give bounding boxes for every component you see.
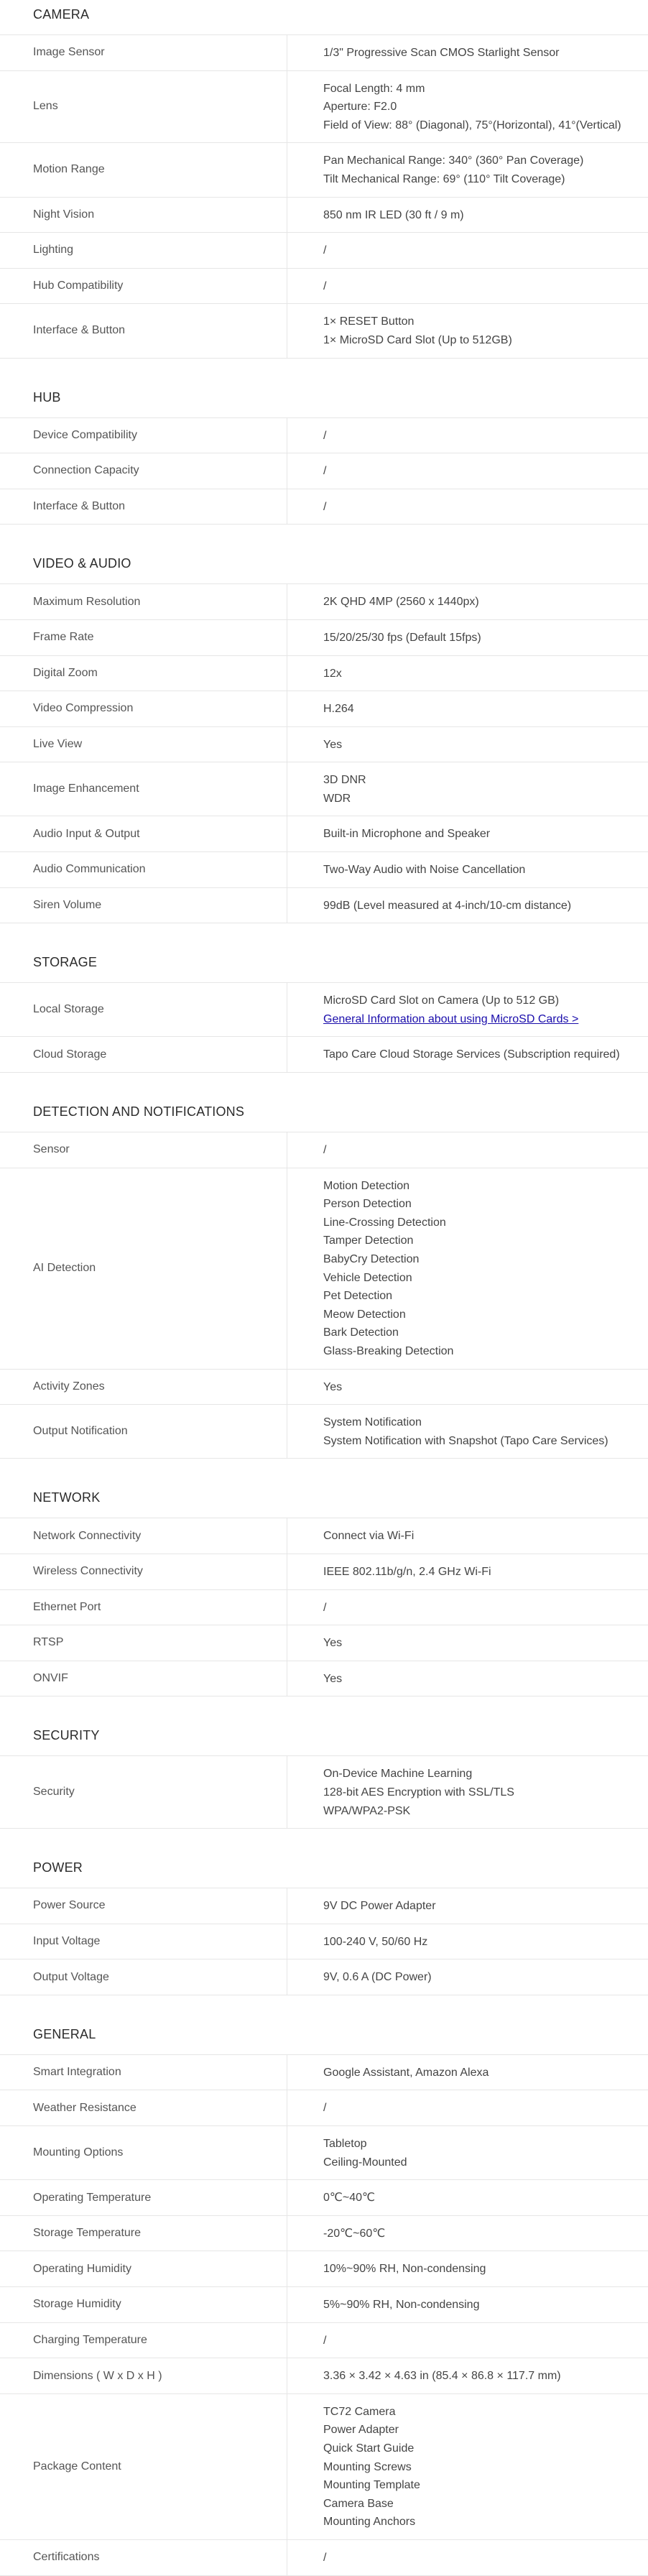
spec-row-lens [0,71,648,144]
spec-section-general [0,2020,648,2576]
spec-value [287,584,648,619]
spec-row-night-vision [0,198,648,234]
spec-value [287,304,648,357]
spec-label: Audio Communication [0,852,287,887]
spec-value-line: 12x [323,667,342,680]
spec-value [287,620,648,655]
section-title: DETECTION AND NOTIFICATIONS [33,1104,245,1120]
spec-value-line: Pet Detection [323,1290,393,1303]
spec-row-security [0,1756,648,1829]
spec-value [287,2090,648,2125]
spec-table [0,1888,648,1995]
spec-row-image-enhancement [0,762,648,816]
spec-value-line: Google Assistant, Amazon Alexa [323,2066,489,2079]
spec-label: Operating Humidity [0,2251,287,2286]
spec-row-interface-and-button [0,304,648,358]
spec-value-line: Tabletop [323,2138,367,2151]
spec-value-line: / [323,500,327,513]
spec-row-smart-integration [0,2055,648,2091]
spec-section-power [0,1853,648,1995]
spec-value [287,691,648,726]
spec-value-line: / [323,2551,327,2564]
spec-row-connection-capacity [0,453,648,489]
spec-value-line: 3D DNR [323,774,366,787]
spec-row-storage-temperature [0,2216,648,2252]
spec-row-package-content [0,2394,648,2540]
spec-value [287,2358,648,2393]
spec-table [0,1132,648,1459]
spec-label: Frame Rate [0,620,287,655]
spec-value [287,2180,648,2215]
spec-value-line: Pan Mechanical Range: 340° (360° Pan Coverage) [323,154,584,167]
spec-value [287,1132,648,1168]
spec-value-line: Mounting Template [323,2479,420,2492]
spec-value [287,983,648,1036]
spec-value-line: System Notification [323,1416,422,1429]
spec-label: Dimensions ( W x D x H ) [0,2358,287,2393]
spec-value-line: H.264 [323,703,354,716]
spec-row-local-storage [0,983,648,1037]
spec-label: Interface & Button [0,489,287,525]
spec-value-line: Person Detection [323,1198,412,1211]
spec-value-line: Built-in Microphone and Speaker [323,828,491,841]
spec-table [0,583,648,923]
spec-label: Smart Integration [0,2055,287,2090]
section-title: POWER [33,1860,83,1875]
spec-value-line: Glass-Breaking Detection [323,1344,454,1357]
spec-label: Video Compression [0,691,287,726]
spec-table [0,1518,648,1696]
section-title: CAMERA [33,7,90,22]
spec-row-ai-detection [0,1168,648,1370]
spec-row-siren-volume [0,888,648,924]
spec-row-cloud-storage [0,1037,648,1073]
spec-value-line: / [323,2102,327,2115]
spec-value [287,2540,648,2575]
spec-row-dimensions-w-x-d-x-h [0,2358,648,2394]
spec-value [287,2394,648,2539]
spec-value [287,418,648,453]
spec-value-line: Mounting Anchors [323,2516,416,2529]
spec-row-operating-temperature [0,2180,648,2216]
spec-value-line: Focal Length: 4 mm [323,82,425,95]
spec-value-line: 10%~90% RH, Non-condensing [323,2263,486,2276]
spec-value-line: / [323,465,327,478]
spec-value-line: Tapo Care Cloud Storage Services (Subscription required) [323,1048,620,1061]
spec-section-hub [0,383,648,525]
spec-section-video-and-audio [0,549,648,923]
spec-value-line: Quick Start Guide [323,2442,415,2455]
spec-value-line: BabyCry Detection [323,1253,420,1265]
spec-row-output-notification [0,1405,648,1459]
spec-value [287,1037,648,1072]
spec-value [287,143,648,196]
spec-section-network [0,1483,648,1696]
section-title: VIDEO & AUDIO [33,556,131,571]
spec-label: Lighting [0,233,287,268]
spec-value-line: WPA/WPA2-PSK [323,1804,411,1817]
spec-value-line: On-Device Machine Learning [323,1768,473,1781]
spec-value [287,35,648,70]
spec-label: Hub Compatibility [0,269,287,304]
spec-label: Device Compatibility [0,418,287,453]
spec-value-line: TC72 Camera [323,2405,396,2418]
spec-row-image-sensor [0,35,648,71]
spec-table [0,1755,648,1829]
spec-label: Operating Temperature [0,2180,287,2215]
spec-value-line: Aperture: F2.0 [323,101,397,114]
spec-label: Storage Temperature [0,2216,287,2251]
spec-row-live-view [0,727,648,763]
spec-value-line: Mounting Screws [323,2460,412,2473]
spec-value-line: 100-240 V, 50/60 Hz [323,1935,428,1948]
spec-label: Cloud Storage [0,1037,287,1072]
spec-value-line: / [323,1601,327,1614]
spec-row-input-voltage [0,1924,648,1960]
spec-row-activity-zones [0,1370,648,1405]
spec-label: Digital Zoom [0,656,287,691]
spec-label: Sensor [0,1132,287,1168]
spec-value [287,1888,648,1924]
spec-table [0,2054,648,2576]
spec-row-charging-temperature [0,2323,648,2359]
spec-label: Storage Humidity [0,2287,287,2322]
spec-label: Maximum Resolution [0,584,287,619]
spec-row-lighting [0,233,648,269]
spec-value [287,852,648,887]
spec-value-line: Yes [323,1380,343,1393]
spec-value [287,1959,648,1995]
spec-value [287,656,648,691]
spec-value-line: Yes [323,1637,343,1650]
spec-value [287,71,648,143]
spec-row-weather-resistance [0,2090,648,2126]
spec-value [287,489,648,525]
spec-label: Wireless Connectivity [0,1554,287,1589]
spec-row-maximum-resolution [0,584,648,620]
spec-value [287,888,648,923]
spec-value-line: IEEE 802.11b/g/n, 2.4 GHz Wi-Fi [323,1565,491,1578]
spec-value-line: Power Adapter [323,2424,399,2437]
spec-row-audio-input-and-output [0,816,648,852]
spec-value-line: / [323,2334,327,2347]
spec-value-line: 0℃~40℃ [323,2192,375,2205]
spec-table [0,982,648,1073]
spec-value [287,2216,648,2251]
spec-label: ONVIF [0,1661,287,1696]
spec-value-line: 850 nm IR LED (30 ft / 9 m) [323,208,464,221]
spec-row-motion-range [0,143,648,197]
spec-value-line: / [323,1144,327,1157]
spec-value [287,1924,648,1959]
spec-value-line: 3.36 × 3.42 × 4.63 in (85.4 × 86.8 × 117.7 mm) [323,2370,561,2383]
section-title: HUB [33,389,61,405]
section-title: GENERAL [33,2026,96,2041]
spec-value [287,1756,648,1828]
spec-row-storage-humidity [0,2287,648,2323]
section-title: STORAGE [33,955,98,970]
spec-value [287,453,648,489]
spec-value-line: 9V, 0.6 A (DC Power) [323,1971,432,1984]
spec-label: Network Connectivity [0,1518,287,1554]
spec-value-line: 9V DC Power Adapter [323,1900,436,1913]
spec-value-line: 15/20/25/30 fps (Default 15fps) [323,631,481,644]
spec-row-audio-communication [0,852,648,888]
spec-value [287,2287,648,2322]
spec-value [287,1370,648,1405]
spec-row-onvif [0,1661,648,1697]
spec-row-device-compatibility [0,418,648,454]
spec-label: Live View [0,727,287,762]
spec-value-line: Yes [323,1672,343,1685]
spec-label: Night Vision [0,198,287,233]
spec-table [0,34,648,359]
spec-value [287,2055,648,2090]
spec-label: Audio Input & Output [0,816,287,851]
spec-value-line: WDR [323,792,351,805]
spec-value [287,2323,648,2358]
spec-label: Local Storage [0,983,287,1036]
spec-label: Activity Zones [0,1370,287,1405]
spec-value-line: 1× RESET Button [323,315,415,328]
spec-label: Lens [0,71,287,143]
spec-value-line: Connect via Wi-Fi [323,1530,415,1543]
spec-label: Weather Resistance [0,2090,287,2125]
spec-value [287,198,648,233]
spec-value-line: / [323,280,327,292]
spec-value-line: / [323,244,327,257]
spec-row-operating-humidity [0,2251,648,2287]
spec-value-line: 99dB (Level measured at 4-inch/10-cm distance) [323,899,572,912]
section-title: NETWORK [33,1490,101,1505]
spec-value-line: 128-bit AES Encryption with SSL/TLS [323,1786,514,1799]
spec-label: Motion Range [0,143,287,196]
spec-row-wireless-connectivity [0,1554,648,1590]
spec-label: Connection Capacity [0,453,287,489]
spec-row-digital-zoom [0,656,648,692]
spec-label: Charging Temperature [0,2323,287,2358]
microsd-info-link[interactable]: General Information about using MicroSD Cards > [323,1012,579,1025]
spec-value-line: Line-Crossing Detection [323,1216,446,1229]
spec-label: Input Voltage [0,1924,287,1959]
spec-label: Security [0,1756,287,1828]
spec-value [287,1554,648,1589]
spec-value-line: Two-Way Audio with Noise Cancellation [323,864,526,877]
spec-value-line: -20℃~60℃ [323,2227,386,2240]
spec-value-line: Vehicle Detection [323,1271,412,1284]
spec-value-line: MicroSD Card Slot on Camera (Up to 512 GB) [323,994,560,1007]
spec-value-line: 5%~90% RH, Non-condensing [323,2299,480,2312]
spec-label: Siren Volume [0,888,287,923]
spec-value [287,1590,648,1625]
spec-section-detection-and-notifications [0,1097,648,1459]
section-title: SECURITY [33,1728,100,1743]
spec-section-security [0,1721,648,1829]
spec-label: Interface & Button [0,304,287,357]
spec-value-line: Meow Detection [323,1308,406,1321]
spec-value [287,1405,648,1458]
spec-label: RTSP [0,1625,287,1661]
spec-value [287,1518,648,1554]
spec-label: Output Notification [0,1405,287,1458]
spec-row-video-compression [0,691,648,727]
spec-value-line: Tilt Mechanical Range: 69° (110° Tilt Coverage) [323,172,565,185]
spec-value [287,727,648,762]
spec-row-rtsp [0,1625,648,1661]
spec-row-frame-rate [0,620,648,656]
spec-row-output-voltage [0,1959,648,1995]
spec-row-network-connectivity [0,1518,648,1554]
spec-row-certifications [0,2540,648,2576]
spec-value-line: Yes [323,738,343,751]
spec-row-sensor [0,1132,648,1168]
spec-value [287,2126,648,2179]
spec-value-line: 1× MicroSD Card Slot (Up to 512GB) [323,333,512,346]
spec-value-line: 1/3" Progressive Scan CMOS Starlight Sensor [323,47,560,59]
spec-value-line: 2K QHD 4MP (2560 x 1440px) [323,596,479,609]
spec-value [287,2251,648,2286]
spec-label: Mounting Options [0,2126,287,2179]
spec-row-interface-and-button [0,489,648,525]
spec-label: Ethernet Port [0,1590,287,1625]
spec-value-line: Ceiling-Mounted [323,2156,407,2169]
spec-value [287,1168,648,1369]
spec-row-hub-compatibility [0,269,648,305]
spec-value-line: System Notification with Snapshot (Tapo Care Services) [323,1434,608,1447]
spec-row-power-source [0,1888,648,1924]
spec-label: Image Enhancement [0,762,287,816]
spec-section-camera [0,0,648,359]
spec-section-storage [0,948,648,1073]
spec-row-ethernet-port [0,1590,648,1626]
spec-value [287,1625,648,1661]
spec-value-line: Motion Detection [323,1179,410,1192]
spec-label: Power Source [0,1888,287,1924]
spec-value [287,233,648,268]
spec-value [287,762,648,816]
spec-label: Package Content [0,2394,287,2539]
spec-value-line: Field of View: 88° (Diagonal), 75°(Horizontal), 41°(Vertical) [323,119,621,131]
spec-value [287,269,648,304]
spec-value-line: Bark Detection [323,1326,399,1339]
spec-label: Certifications [0,2540,287,2575]
spec-value-line: / [323,429,327,442]
spec-value-line: Tamper Detection [323,1234,414,1247]
spec-table [0,417,648,525]
spec-label: Output Voltage [0,1959,287,1995]
spec-value-line: Camera Base [323,2497,394,2510]
spec-label: AI Detection [0,1168,287,1369]
spec-value [287,816,648,851]
spec-value [287,1661,648,1696]
spec-label: Image Sensor [0,35,287,70]
spec-row-mounting-options [0,2126,648,2180]
